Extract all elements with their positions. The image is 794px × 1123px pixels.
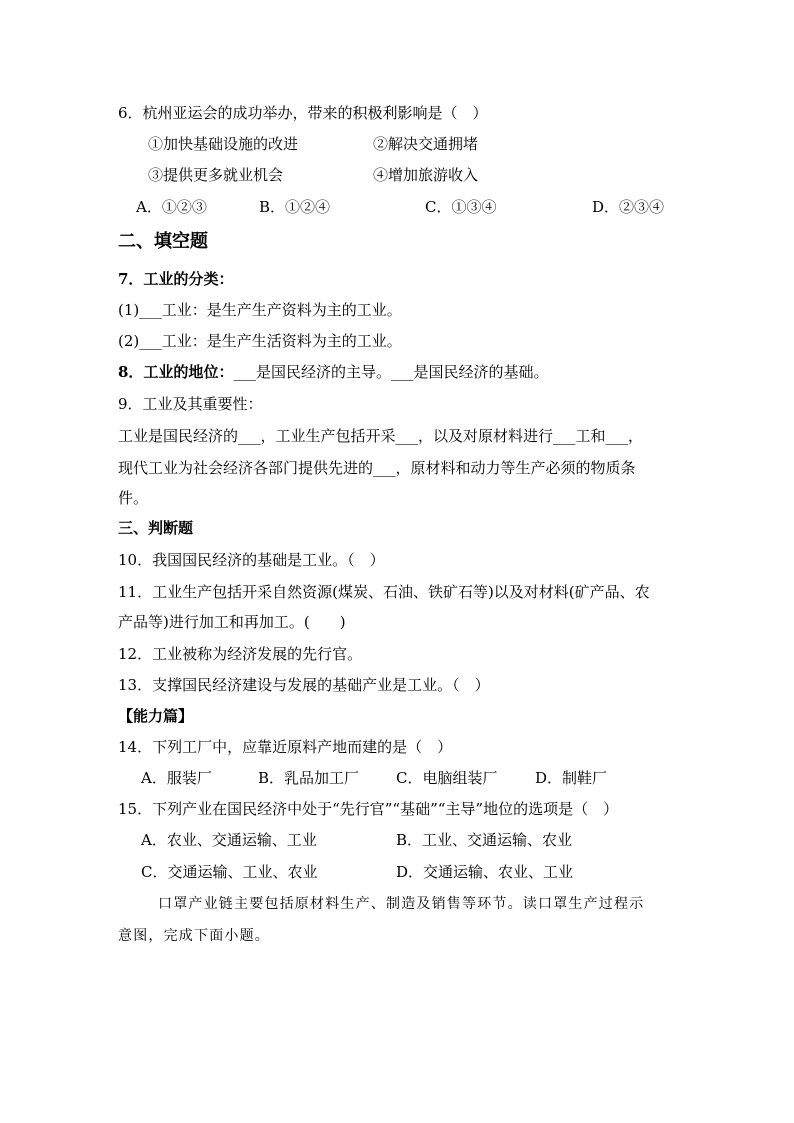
q6-item-4: ④增加旅游收入	[373, 166, 479, 184]
q9-line-3: 件。	[118, 489, 149, 507]
q7-line-2: (2)___工业：是生产生活资料为主的工业。	[118, 332, 402, 350]
q6-option-a: A．①②③	[136, 198, 207, 216]
q9-line-1: 工业是国民经济的___，工业生产包括开采___，以及对原材料进行___工和___，	[118, 427, 644, 445]
q14-option-d: D．制鞋厂	[535, 769, 608, 787]
q15-option-a: A．农业、交通运输、工业	[141, 831, 317, 849]
q6-option-c: C．①③④	[425, 198, 497, 216]
q6-item-2: ②解决交通拥堵	[373, 135, 479, 153]
section-2-title: 二、填空题	[118, 231, 208, 252]
q9-line-2: 现代工业为社会经济各部门提供先进的___，原材料和动力等生产必须的物质条	[118, 459, 636, 477]
q14-stem: 14．下列工厂中，应靠近原料产地而建的是（ ）	[118, 738, 453, 756]
q6-item-1: ①加快基础设施的改进	[148, 135, 299, 153]
q15-stem: 15．下列产业在国民经济中处于“先行官”“基础”“主导”地位的选项是（ ）	[118, 800, 619, 818]
q15-option-b: B．工业、交通运输、农业	[396, 831, 573, 849]
q7-line-1: (1)___工业：是生产生产资料为主的工业。	[118, 301, 402, 319]
q10-line: 10．我国国民经济的基础是工业。（ ）	[118, 551, 385, 569]
section-3-title: 三、判断题	[118, 519, 194, 537]
q8-line	[118, 362, 548, 382]
q14-option-b: B．乳品加工厂	[258, 769, 360, 787]
ability-title: 【能力篇】	[118, 707, 194, 725]
intro-line-2: 意图，完成下面小题。	[118, 928, 270, 944]
q6-option-b: B．①②④	[259, 198, 331, 216]
intro-line-1: 口罩产业链主要包括原材料生产、制造及销售等环节。读口罩生产过程示	[158, 896, 645, 912]
q8-label: 8．工业的地位：	[118, 363, 234, 381]
q13-line: 13．支撑国民经济建设与发展的基础产业是工业。（ ）	[118, 676, 490, 694]
q7-title: 7．工业的分类：	[118, 270, 234, 288]
q14-option-a: A．服装厂	[141, 769, 212, 787]
q11-line-2: 产品等)进行加工和再加工。( )	[118, 613, 346, 631]
q11-line-1: 11．工业生产包括开采自然资源(煤炭、石油、铁矿石等)以及对材料(矿产品、农	[118, 583, 650, 601]
q12-line: 12．工业被称为经济发展的先行官。	[118, 645, 363, 663]
q6-item-3: ③提供更多就业机会	[148, 166, 284, 184]
q15-option-d: D．交通运输、农业、工业	[396, 863, 574, 881]
q6-stem: 6．杭州亚运会的成功举办，带来的积极利影响是（ ）	[118, 104, 488, 122]
q14-option-c: C．电脑组装厂	[396, 769, 498, 787]
q6-option-d: D．②③④	[592, 198, 665, 216]
q9-title: 9．工业及其重要性：	[118, 395, 263, 413]
q15-option-c: C．交通运输、工业、农业	[141, 863, 318, 881]
q8-text: ___是国民经济的主导。___是国民经济的基础。	[233, 363, 549, 381]
